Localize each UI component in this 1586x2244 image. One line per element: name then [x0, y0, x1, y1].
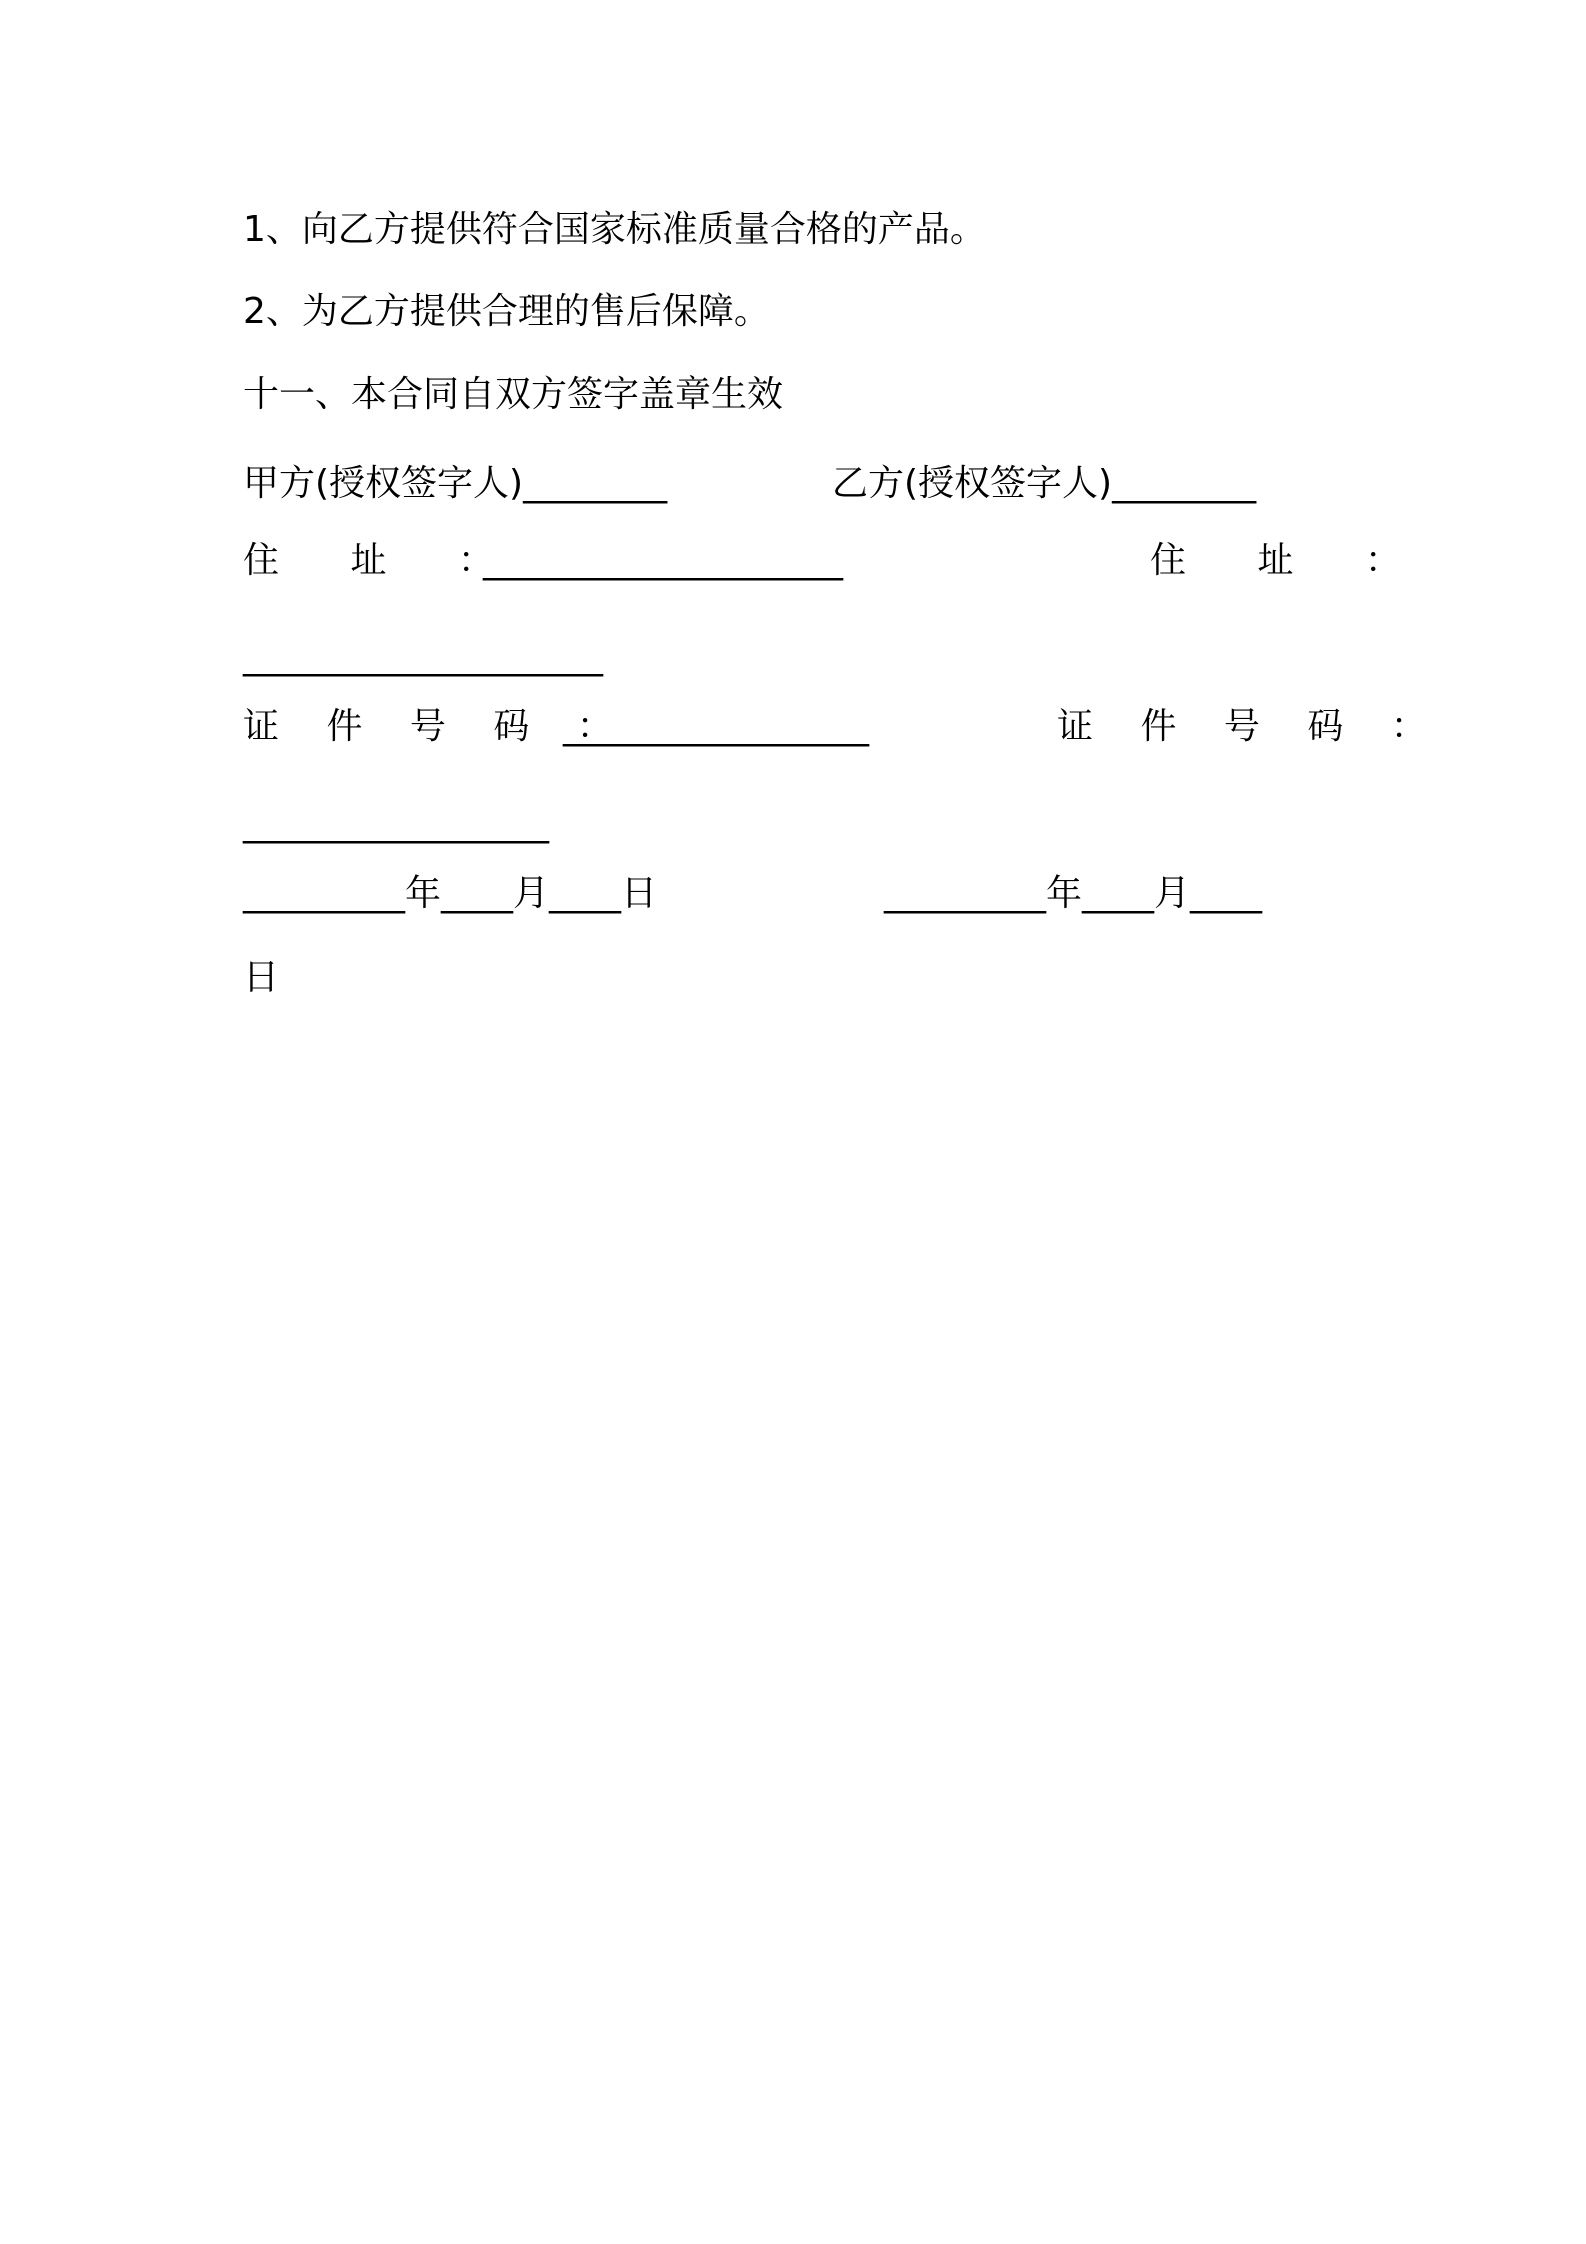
- party-b-address-blank: ____________________: [243, 636, 603, 677]
- party-b-date-day: 日: [243, 957, 280, 998]
- clause-item-1: 1、向乙方提供符合国家标准质量合格的产品。: [243, 209, 986, 250]
- party-b-signatory: 乙方(授权签字人)________: [832, 463, 1257, 504]
- party-a-address-label: 住 址 ：: [243, 540, 524, 581]
- party-b-id-blank: _________________: [243, 803, 549, 844]
- clause-section-11: 十一、本合同自双方签字盖章生效: [243, 374, 784, 415]
- party-a-date: _________年____月____日: [243, 873, 657, 914]
- clause-item-2: 2、为乙方提供合理的售后保障。: [243, 291, 770, 332]
- party-a-signatory: 甲方(授权签字人)________: [243, 463, 668, 504]
- party-b-address-label: 住 址 ：: [1150, 540, 1431, 581]
- party-b-date: _________年____月____: [884, 873, 1262, 914]
- party-b-id-label: 证 件 号 码 ：: [1057, 706, 1445, 747]
- party-a-address-blank: ____________________: [483, 540, 843, 581]
- party-a-id-label: 证 件 号 码 ：: [243, 706, 631, 747]
- party-a-id-blank: _________________: [563, 706, 869, 747]
